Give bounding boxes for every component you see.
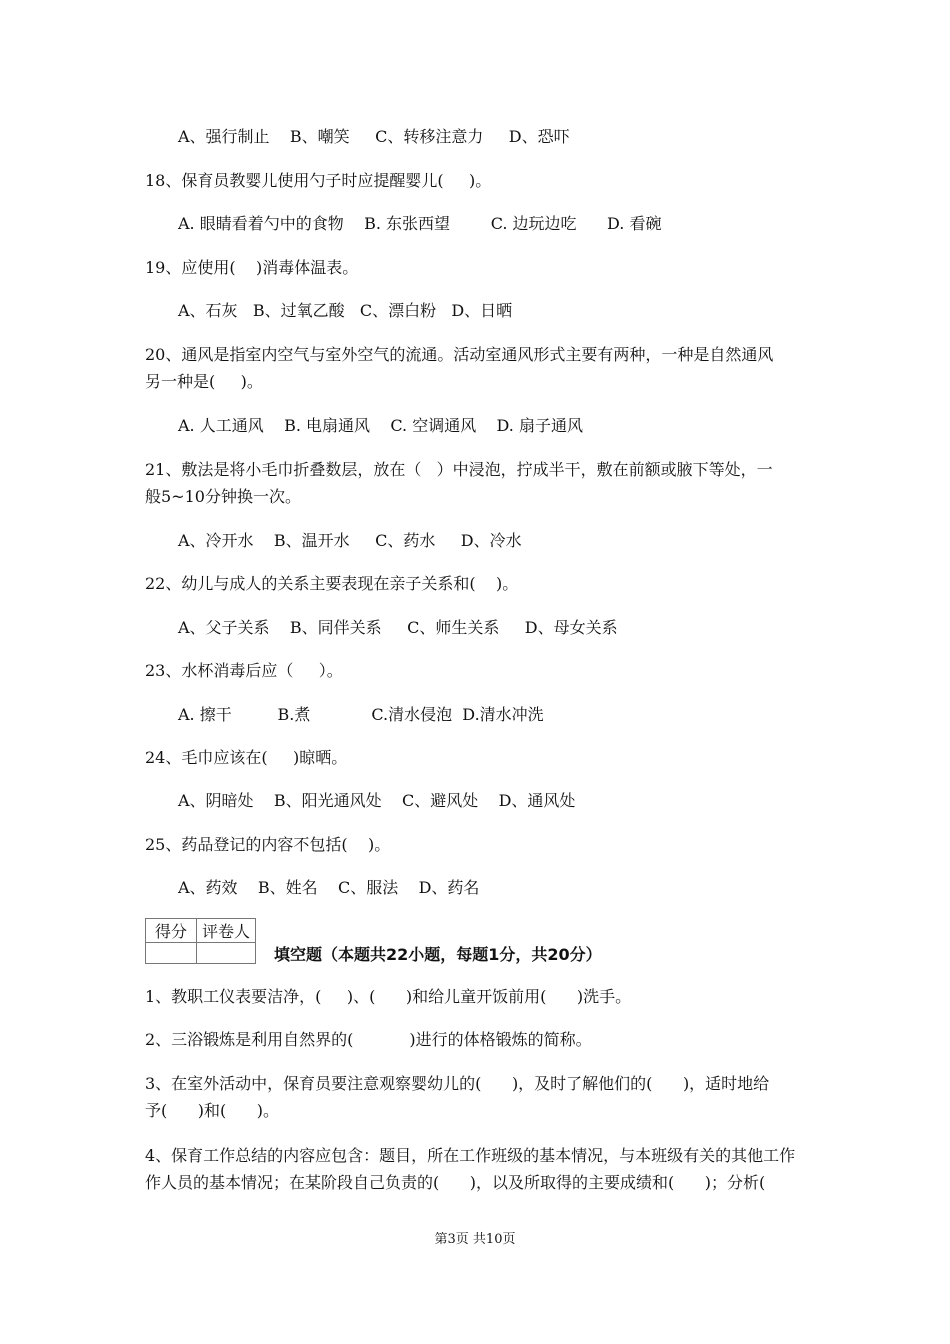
question-text: 般5~10分钟换一次。: [145, 487, 301, 506]
score-cell: [146, 943, 197, 964]
question-text: 另一种是( )。: [145, 372, 263, 391]
question-text: 19、应使用( )消毒体温表。: [145, 258, 359, 277]
answer-options: A. 眼睛看着勺中的食物 B. 东张西望 C. 边玩边吃 D. 看碗: [178, 214, 662, 233]
question-text: 3、在室外活动中，保育员要注意观察婴幼儿的( )，及时了解他们的( )，适时地给: [145, 1074, 770, 1093]
question-text: 作人员的基本情况；在某阶段自己负责的( )，以及所取得的主要成绩和( )；分析(: [145, 1173, 766, 1192]
question-text: 18、保育员教婴儿使用勺子时应提醒婴儿( )。: [145, 171, 492, 190]
grader-label: 评卷人: [197, 919, 256, 943]
answer-options: A、药效 B、姓名 C、服法 D、药名: [178, 878, 480, 897]
question-text: 1、教职工仪表要洁净，( )、( )和给儿童开饭前用( )洗手。: [145, 987, 632, 1006]
answer-options: A、石灰 B、过氧乙酸 C、漂白粉 D、日晒: [178, 301, 513, 320]
question-text: 23、水杯消毒后应（ ）。: [145, 661, 343, 680]
question-text: 21、敷法是将小毛巾折叠数层，放在（ ）中浸泡，拧成半干，敷在前额或腋下等处，一: [145, 460, 773, 479]
question-text: 20、通风是指室内空气与室外空气的流通。活动室通风形式主要有两种，一种是自然通风: [145, 345, 774, 364]
page-footer: 第3页 共10页: [434, 1232, 516, 1247]
score-box: [145, 918, 256, 964]
section-title: 填空题（本题共22小题，每题1分，共20分）: [274, 945, 602, 964]
question-text: 25、药品登记的内容不包括( )。: [145, 835, 391, 854]
answer-options: A、强行制止 B、嘲笑 C、转移注意力 D、恐吓: [178, 127, 570, 146]
answer-options: A、冷开水 B、温开水 C、药水 D、冷水: [178, 531, 522, 550]
answer-options: A. 擦干 B.煮 C.清水侵泡 D.清水冲洗: [178, 705, 544, 724]
question-text: 22、幼儿与成人的关系主要表现在亲子关系和( )。: [145, 574, 519, 593]
question-text: 24、毛巾应该在( )晾晒。: [145, 748, 348, 767]
score-label: 得分: [146, 919, 197, 943]
question-text: 2、三浴锻炼是利用自然界的( )进行的体格锻炼的简称。: [145, 1030, 592, 1049]
answer-options: A、父子关系 B、同伴关系 C、师生关系 D、母女关系: [178, 618, 618, 637]
grader-cell: [197, 943, 256, 964]
answer-options: A、阴暗处 B、阳光通风处 C、避风处 D、通风处: [178, 791, 576, 810]
question-text: 4、保育工作总结的内容应包含：题目，所在工作班级的基本情况，与本班级有关的其他工作: [145, 1146, 796, 1165]
answer-options: A. 人工通风 B. 电扇通风 C. 空调通风 D. 扇子通风: [178, 416, 583, 435]
question-text: 予( )和( )。: [145, 1101, 280, 1120]
